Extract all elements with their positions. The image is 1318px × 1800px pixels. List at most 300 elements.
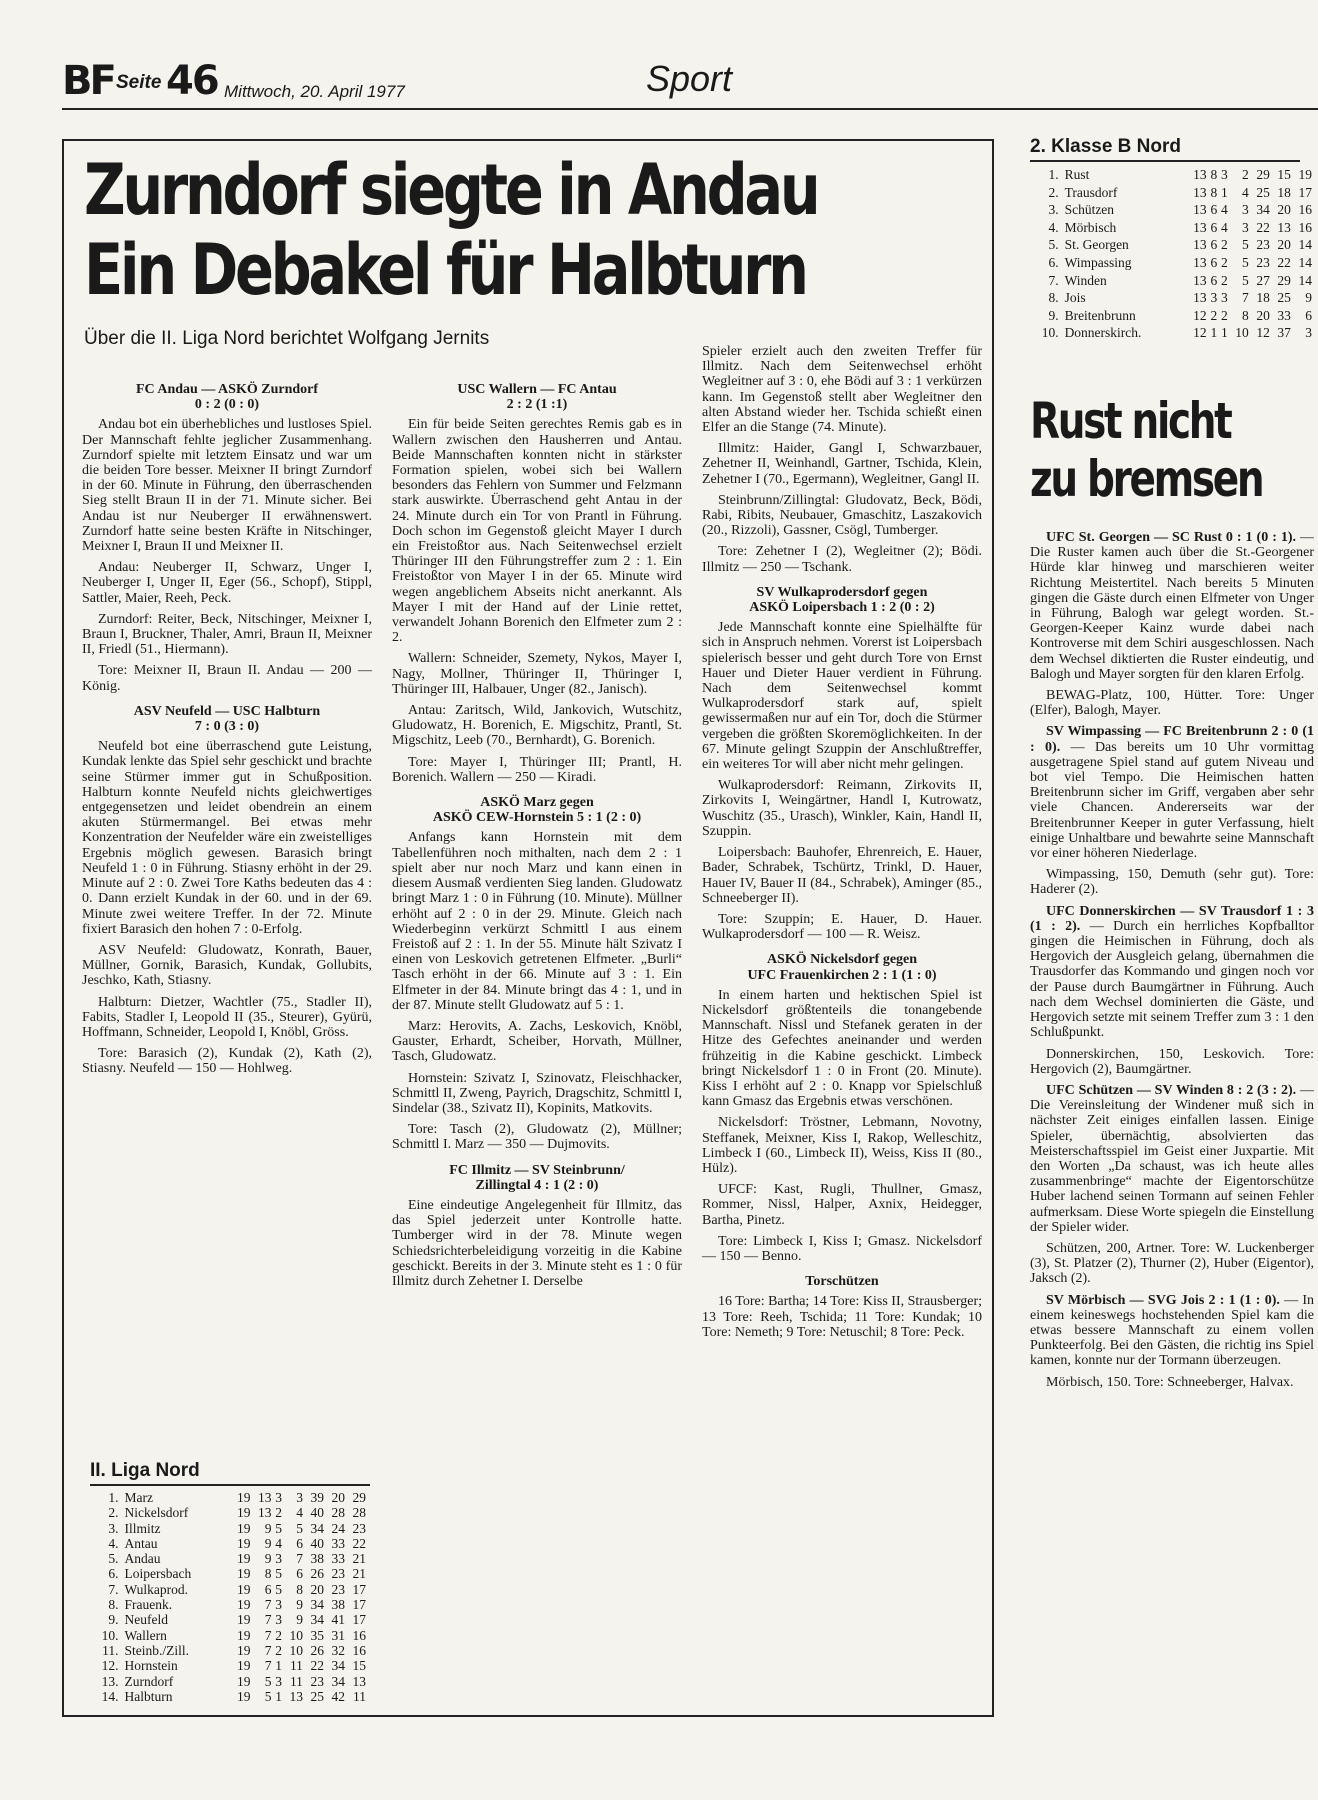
- table-cell: 34: [310, 1520, 324, 1536]
- table-cell: 16: [352, 1642, 366, 1658]
- table-row: [90, 1658, 366, 1673]
- match-title: USC Wallern — FC Antau 2 : 2 (1 :1): [457, 382, 617, 413]
- table-cell: 3: [1220, 290, 1228, 306]
- table-cell: 8: [1242, 307, 1249, 323]
- table-row: [1030, 289, 1312, 307]
- league-table-title: 2. Klasse B Nord: [1030, 136, 1300, 162]
- table-cell: 20: [310, 1581, 324, 1597]
- table-cell: 16: [1298, 202, 1312, 218]
- page-label: Seite: [116, 72, 162, 93]
- table-cell: 19: [1298, 167, 1312, 182]
- standings-table: [1030, 166, 1312, 342]
- table-cell: 17: [352, 1581, 366, 1597]
- match-report: Neufeld bot eine überraschend gute Leistung, Kundak lenkte das Spiel sehr geschickt und brachte seine Stürmer immer gut in Schußposition. Halbturn konnte Neufeld nichts gleichwertiges entgegensetzen und leidet obendrein an einem akuten Stürmermangel. Bei etwas mehr Konzentration der Neufelder wäre ein zweistelliges Ergebnis möglich gewesen. Barasich bringt Neufeld 1 : 0 in Führung. Stiasny erhöht in der 29. Minute auf 2 : 0. Zwei Tore Kaths bedeuten das 4 : 0. Dann erzielt Kundak in der 60. und in der 69. Minute zwei weitere Treffer. In der 72. Minute fixiert Barasich den hohen 7 : 0-Erfolg.: [82, 739, 372, 937]
- table-cell: 6.: [108, 1566, 119, 1582]
- table-cell: 3: [1305, 325, 1312, 341]
- table-cell: 3: [1210, 290, 1218, 306]
- table-cell: 5.: [108, 1551, 119, 1567]
- match-report: Ein für beide Seiten gerechtes Remis gab es in Wallern zwischen den Hausherren und Antau. Beide Mannschaften konnten nicht in stärkster Formation spielen, wobei sich bei Wallern besonders das Fehlern von Summer und Felzmann stark auswirkte. Überraschend geht Antau in der 24. Minute durch ein Tor von Prantl in Führung. Doch schon im Gegenstoß gleicht Mayer I durch ein Freistoßtor aus. Nach Seitenwechsel erzielt Thüringer III den Führungstreffer zum 2 : 1. Ein Freistoßtor von Mayer I in der 65. Minute wird wegen angeblichem Abseits nicht anerkannt. Als Mayer I mit der Hand auf der Linie rettet, verwandelt Johann Borenich den Elfmeter zum 2 : 2.: [392, 417, 682, 646]
- table-cell: 13: [1277, 219, 1291, 235]
- table-cell: 17: [352, 1597, 366, 1613]
- table-cell: 10.: [1041, 325, 1059, 341]
- table-cell: 1: [1220, 184, 1228, 200]
- table-cell: 23: [310, 1673, 324, 1689]
- table-cell: 4: [1242, 184, 1249, 200]
- table-cell: 21: [352, 1551, 366, 1567]
- team-name: Nickelsdorf: [124, 1505, 189, 1521]
- table-cell: 14: [1298, 272, 1312, 288]
- table-cell: 8: [264, 1566, 272, 1582]
- table-cell: 19: [236, 1673, 251, 1689]
- table-cell: 20: [331, 1490, 345, 1505]
- table-cell: 40: [310, 1535, 324, 1551]
- table-cell: 5: [264, 1673, 272, 1689]
- table-row: [1030, 324, 1312, 342]
- table-cell: 33: [1277, 307, 1291, 323]
- table-row: [90, 1566, 366, 1581]
- table-cell: 9: [264, 1551, 272, 1567]
- table-cell: 3: [275, 1490, 282, 1505]
- standings-table: [90, 1490, 366, 1704]
- table-cell: 3: [275, 1597, 282, 1613]
- table-cell: 23: [352, 1520, 366, 1536]
- table-cell: 19: [236, 1505, 251, 1521]
- table-cell: 13: [1193, 219, 1207, 235]
- team-name: Frauenk.: [124, 1597, 173, 1613]
- team-name: Halbturn: [124, 1688, 173, 1704]
- table-cell: 19: [236, 1551, 251, 1567]
- table-cell: 13: [257, 1490, 272, 1505]
- match-report: Eine eindeutige Angelegenheit für Illmitz, das das Spiel jederzeit unter Kontrolle hatte. Tumberger wird in der 78. Minute wegen Schiedsrichterbeleidigung vorzeitig in die Kabine geschickt. Bereits in der 3. Minute steht es 1 : 0 für Illmitz durch Zehetner I. Derselbe: [392, 1197, 682, 1289]
- table-cell: 2.: [1048, 184, 1059, 200]
- table-cell: 7: [264, 1612, 272, 1628]
- table-cell: 34: [1256, 202, 1270, 218]
- table-cell: 39: [310, 1490, 324, 1505]
- team-lineup: Marz: Herovits, A. Zachs, Leskovich, Knöbl, Gauster, Erhardt, Scheiber, Horvath, Müllner, Tasch, Gludowatz.: [392, 1018, 682, 1065]
- team-lineup: Hornstein: Szivatz I, Szinovatz, Fleischhacker, Schmittl II, Zweng, Payrich, Dragschitz, Schmittl I, Sindelar (38., Szivatz II), Kopinits, Matkovits.: [392, 1070, 682, 1116]
- team-lineup: Wallern: Schneider, Szemety, Nykos, Mayer I, Nagy, Mollner, Thüringer II, Thüringer I, Thüringer III, Halbauer, Unger (82., Janisch).: [392, 651, 682, 697]
- table-cell: 3: [1242, 219, 1249, 235]
- table-cell: 19: [236, 1566, 251, 1582]
- match-goals: Tore: Meixner II, Braun II. Andau — 200 — König.: [82, 663, 372, 694]
- table-cell: 1.: [1048, 167, 1059, 182]
- table-cell: 9.: [108, 1612, 119, 1628]
- table-cell: 5: [1242, 237, 1249, 253]
- table-cell: 16: [1298, 219, 1312, 235]
- table-cell: 23: [331, 1581, 345, 1597]
- team-lineup: UFCF: Kast, Rugli, Thullner, Gmasz, Rommer, Nissl, Halper, Axnix, Heidegger, Bartha, Pinetz.: [702, 1182, 982, 1228]
- team-name: Wulkaprod.: [124, 1581, 189, 1597]
- match-info: BEWAG-Platz, 100, Hütter. Tore: Unger (Elfer), Balogh, Mayer.: [1030, 688, 1314, 719]
- table-cell: 11.: [102, 1642, 119, 1658]
- table-cell: 8: [296, 1581, 303, 1597]
- table-cell: 12: [1193, 307, 1207, 323]
- match-report: Anfangs kann Hornstein mit dem Tabellenführen noch mithalten, nach dem 2 : 1 spielt aber nur noch Marz und kann einen in diesem Ausmaß verdienten Sieg landen. Gludowatz bringt Marz 1 : 0 in Führung (10. Minute). Müllner erhöht auf 2 : 0 in der 29. Minute. Gleich nach Wiederbeginn verkürzt Schmittl I aus einem Freistoß auf 2 : 1. In der 55. Minute hält Szivatz I einen von Leskovich getretenen Elfmeter. „Burli“ Tasch erhöht in der 66. Minute auf 3 : 1. Ein Elfmeter in der 84. Minute bringt das 4 : 1, und in der 87. Minute stellt Gludowatz auf 5 : 1.: [392, 830, 682, 1013]
- table-cell: 23: [1256, 237, 1270, 253]
- match-title: ASKÖ Marz gegen ASKÖ CEW-Hornstein 5 : 1 (2 : 0): [432, 795, 642, 826]
- table-cell: 10: [289, 1642, 303, 1658]
- scorers-list: 16 Tore: Bartha; 14 Tore: Kiss II, Strausberger; 13 Tore: Reeh, Tschida; 11 Tore: Kundak; 10 Tore: Nemeth; 9 Tore: Netuschil; 8 Tore: Peck.: [702, 1294, 982, 1340]
- table-cell: 8.: [1048, 290, 1059, 306]
- sidebar-column: [1030, 530, 1314, 1710]
- team-lineup: Andau: Neuberger II, Schwarz, Unger I, Neuberger I, Unger II, Eger (56., Schopf), Stippl, Sattler, Maier, Reeh, Peck.: [82, 560, 372, 606]
- match-report: Spieler erzielt auch den zweiten Treffer für Illmitz. Nach dem Seitenwechsel erhöht Wegleitner auf 3 : 0, ehe Bödi auf 3 : 1 verkürzen kann. Im Gegenstoß stellt aber Wegleitner den alten Abstand wieder her. Tschida schießt einen Elfer an die Stange (74. Minute).: [702, 344, 982, 436]
- match-goals: Tore: Limbeck I, Kiss I; Gmasz. Nickelsdorf — 150 — Benno.: [702, 1233, 982, 1264]
- team-name: Schützen: [1064, 202, 1115, 218]
- newspaper-logo: BF: [62, 58, 114, 104]
- table-cell: 19: [236, 1642, 251, 1658]
- team-name: Zurndorf: [124, 1673, 174, 1689]
- team-name: Winden: [1064, 272, 1107, 288]
- table-cell: 23: [1256, 254, 1270, 270]
- match-goals: Tore: Szuppin; E. Hauer, D. Hauer. Wulkaprodersdorf — 100 — R. Weisz.: [702, 911, 982, 943]
- table-cell: 20: [1277, 237, 1291, 253]
- table-cell: 26: [310, 1642, 324, 1658]
- table-row: [90, 1551, 366, 1566]
- table-cell: 2.: [108, 1505, 119, 1521]
- match-report: SV Wimpassing — FC Breitenbrunn 2 : 0 (1 : 0). — Das bereits um 10 Uhr vormittag ausgetragene Spiel stand auf gutem Niveau und bot viel Tempo. Die Heimischen hatten Breitenbrunn sicher im Griff, vergaben aber sehr viele Chancen. Andererseits war der Breitenbrunner Keeper in guter Verfassung, hielt einige Unhaltbare und bewahrte seine Mannschaft vor einer höheren Niederlage.: [1030, 724, 1314, 862]
- table-cell: 18: [1256, 290, 1270, 306]
- league-table-title: II. Liga Nord: [90, 1460, 370, 1486]
- team-name: Neufeld: [124, 1612, 168, 1628]
- table-cell: 6: [1210, 219, 1218, 235]
- table-cell: 22: [352, 1535, 366, 1551]
- table-cell: 13.: [101, 1673, 119, 1689]
- team-lineup: Antau: Zaritsch, Wild, Jankovich, Wutschitz, Gludowatz, H. Borenich, E. Migschitz, Prantl, St. Migschitz, Leeb (70., Bernhardt), G. Borenich.: [392, 703, 682, 749]
- table-cell: 6: [1210, 272, 1218, 288]
- table-cell: 6.: [1048, 254, 1059, 270]
- table-cell: 37: [1277, 325, 1291, 341]
- article-column-3: [702, 344, 982, 1346]
- table-cell: 7: [264, 1627, 272, 1643]
- match-title: SV Wulkaprodersdorf gegen ASKÖ Loipersbach 1 : 2 (0 : 2): [749, 584, 935, 616]
- table-cell: 5: [264, 1688, 272, 1704]
- table-cell: 19: [236, 1490, 251, 1505]
- table-cell: 1: [1210, 325, 1218, 341]
- table-cell: 7: [264, 1658, 272, 1674]
- table-cell: 33: [331, 1551, 345, 1567]
- team-name: Wallern: [124, 1627, 167, 1643]
- table-cell: 11: [289, 1673, 303, 1689]
- match-goals: Tore: Mayer I, Thüringer III; Prantl, H. Borenich. Wallern — 250 — Kiradi.: [392, 754, 682, 785]
- match-info: Schützen, 200, Artner. Tore: W. Luckenberger (3), St. Platzer (2), Thurner (2), Huber (Eigentor), Jaksch (2).: [1030, 1240, 1314, 1287]
- table-cell: 26: [310, 1566, 324, 1582]
- team-name: Andau: [124, 1551, 161, 1567]
- headline-line-2: Ein Debakel für Halbturn: [84, 229, 806, 311]
- table-cell: 29: [1277, 272, 1291, 288]
- table-cell: 3.: [1048, 202, 1059, 218]
- league-table-klasse-b-nord: [1030, 136, 1318, 342]
- table-cell: 7: [296, 1551, 303, 1567]
- match-title: FC Andau — ASKÖ Zurndorf 0 : 2 (0 : 0): [135, 382, 319, 413]
- table-row: [90, 1521, 366, 1536]
- table-cell: 17: [352, 1612, 366, 1628]
- table-cell: 19: [236, 1520, 251, 1536]
- table-cell: 2: [275, 1642, 282, 1658]
- table-cell: 33: [331, 1535, 345, 1551]
- table-cell: 8.: [108, 1597, 119, 1613]
- team-name: St. Georgen: [1064, 237, 1129, 253]
- table-cell: 14: [1298, 254, 1312, 270]
- table-cell: 19: [236, 1612, 251, 1628]
- league-table-ii-liga-nord: [90, 1460, 370, 1704]
- table-cell: 19: [236, 1535, 251, 1551]
- table-cell: 10: [289, 1627, 303, 1643]
- table-cell: 6: [296, 1535, 303, 1551]
- match-title: FC Illmitz — SV Steinbrunn/ Zillingtal 4 : 1 (2 : 0): [449, 1162, 625, 1193]
- table-cell: 2: [1220, 272, 1228, 288]
- table-cell: 1: [275, 1658, 282, 1674]
- article-column-1: [82, 372, 372, 1083]
- table-cell: 14: [1298, 237, 1312, 253]
- table-cell: 13: [1193, 254, 1207, 270]
- table-row: [90, 1628, 366, 1643]
- table-cell: 6: [1210, 254, 1218, 270]
- table-row: [1030, 254, 1312, 272]
- table-cell: 35: [310, 1627, 324, 1643]
- team-name: Rust: [1064, 167, 1090, 182]
- table-cell: 3: [275, 1612, 282, 1628]
- table-cell: 2: [1220, 254, 1228, 270]
- table-cell: 1.: [108, 1490, 119, 1505]
- team-name: Loipersbach: [124, 1566, 192, 1582]
- table-cell: 25: [310, 1688, 324, 1704]
- team-name: Jois: [1064, 290, 1086, 306]
- section-title: Sport: [646, 58, 733, 99]
- table-cell: 11: [289, 1658, 303, 1674]
- table-cell: 13: [352, 1673, 366, 1689]
- match-report: UFC Donnerskirchen — SV Trausdorf 1 : 3 (1 : 2). — Durch ein herrliches Kopfballtor gingen die Heimischen in Führung, doch als Hergovich der Ausgleich gelang, übernahmen die Trausdorfer das Kommando und gingen noch vor der Pause durch Baumgärtner in Führung. Auch nach dem Wechsel dominierten die Gäste, und Hergovich setzte mit seinem Treffer zum 3 : 1 den Schlußpunkt.: [1030, 903, 1314, 1041]
- team-name: Trausdorf: [1064, 184, 1118, 200]
- team-lineup: Halbturn: Dietzer, Wachtler (75., Stadler II), Fabits, Stadler I, Leopold II (35., Steurer), Gyürü, Hoffmann, Schneider, Leopold I, Knöbl, Gröss.: [82, 994, 372, 1040]
- team-name: Wimpassing: [1064, 254, 1132, 270]
- table-cell: 11: [353, 1688, 366, 1704]
- match-info: Wimpassing, 150, Demuth (sehr gut). Tore: Haderer (2).: [1030, 867, 1314, 898]
- table-row: [1030, 166, 1312, 184]
- table-cell: 41: [331, 1612, 345, 1628]
- table-cell: 19: [236, 1581, 251, 1597]
- match-report: UFC Schützen — SV Winden 8 : 2 (3 : 2). — Die Vereinsleitung der Windener muß sich in nächster Zeit einiges einfallen lassen. Einige Spieler, übernächtig, absolvierten das Meisterschaftsspiel im Geist einer Juxpartie. Mit den Worten „Da schaust, was ich heute alles zusammenbringe“ machte der Eigentorschütze Huber lachend seinen Tormann auf seinen Fehler aufmerksam. Diese Worte spiegeln die Einstellung der Spieler wider.: [1030, 1082, 1314, 1235]
- table-cell: 38: [310, 1551, 324, 1567]
- table-cell: 34: [310, 1597, 324, 1613]
- table-cell: 23: [331, 1566, 345, 1582]
- table-row: [90, 1674, 366, 1689]
- team-name: Illmitz: [124, 1520, 161, 1536]
- table-cell: 20: [1256, 307, 1270, 323]
- match-report: In einem harten und hektischen Spiel ist Nickelsdorf größtenteils die tonangebende Mannschaft. Nissl und Stefanek geraten in der Hitze des Gefechtes aneinander und werden frühzeitig in die Kabine geschickt. Limbeck bringt Nickelsdorf 1 : 0 in Front (20. Minute). Kiss I erhöht auf 2 : 0. Knapp vor Spielschluß kann Gmasz das Ergebnis etwas verschönen.: [702, 987, 982, 1110]
- match-report: SV Mörbisch — SVG Jois 2 : 1 (1 : 0). — In einem keineswegs hochstehenden Spiel kam die etwas bessere Mannschaft zu einem vollen Punkteerfolg. Bei den Gästen, die richtig ins Spiel kamen, konnte nur der Tormann überzeugen.: [1030, 1292, 1314, 1369]
- table-cell: 9: [264, 1520, 272, 1536]
- table-cell: 13: [1193, 237, 1207, 253]
- table-cell: 3: [1220, 167, 1228, 182]
- table-cell: 7: [264, 1642, 272, 1658]
- table-cell: 6: [264, 1581, 272, 1597]
- match-report: Andau bot ein überhebliches und lustloses Spiel. Der Mannschaft fehlte jeglicher Zusammenhang. Zurndorf spielte mit letztem Einsatz und war um die beiden Tore besser. Meixner II bringt Zurndorf in der 60. Minute in Führung, den überraschenden Sieg stellt Braun II in der 71. Minute sicher. Bei Andau ist nur Neuberger II erwähnenswert. Zurndorf hatte seine besten Kräfte in Nitschinger, Meixner I, Braun II und Meixner II.: [82, 417, 372, 555]
- table-cell: 2: [1220, 237, 1228, 253]
- issue-date: Mittwoch, 20. April 1977: [224, 82, 405, 101]
- scorers-title: Torschützen: [805, 1274, 879, 1290]
- table-cell: 5: [1242, 254, 1249, 270]
- table-cell: 7.: [1048, 272, 1059, 288]
- table-cell: 4: [275, 1535, 282, 1551]
- table-cell: 8: [1210, 167, 1218, 182]
- table-row: [1030, 201, 1312, 219]
- table-cell: 5: [275, 1566, 282, 1582]
- page-number: 46: [166, 58, 218, 104]
- table-cell: 2: [1220, 307, 1228, 323]
- table-cell: 9.: [1048, 307, 1059, 323]
- table-cell: 42: [331, 1688, 345, 1704]
- table-row: [90, 1689, 366, 1704]
- table-cell: 3: [1242, 202, 1249, 218]
- match-info: Donnerskirchen, 150, Leskovich. Tore: Hergovich (2), Baumgärtner.: [1030, 1046, 1314, 1077]
- article-byline: Über die II. Liga Nord berichtet Wolfgang Jernits: [84, 328, 490, 349]
- table-cell: 9: [1305, 290, 1312, 306]
- table-cell: 18: [1277, 184, 1291, 200]
- table-cell: 27: [1256, 272, 1270, 288]
- table-cell: 9: [296, 1597, 303, 1613]
- table-cell: 7: [264, 1597, 272, 1613]
- sidebar-headline: [1030, 392, 1318, 508]
- table-cell: 12.: [101, 1658, 119, 1674]
- table-cell: 34: [310, 1612, 324, 1628]
- match-goals: Tore: Tasch (2), Gludowatz (2), Müllner; Schmittl I. Marz — 350 — Dujmovits.: [392, 1122, 682, 1153]
- table-cell: 25: [1277, 290, 1291, 306]
- match-title: ASV Neufeld — USC Halbturn 7 : 0 (3 : 0): [133, 703, 321, 735]
- table-cell: 13: [1193, 290, 1207, 306]
- table-cell: 6: [296, 1566, 303, 1582]
- table-cell: 4.: [1048, 219, 1059, 235]
- match-report: Jede Mannschaft konnte eine Spielhälfte für sich in Anspruch nehmen. Vorerst ist Loipersbach spielerisch besser und geht durch Tore von Ernst Hauer und Dieter Hauer verdient in Führung. Nach dem Seitenwechsel kommt Wulkaprodersdorf stark auf, spielt gewissermaßen nur auf ein Tor, doch die Stürmer vergeben die größten Skoremöglichkeiten. In der 67. Minute gelingt Szuppin der Anschlußtreffer, ein weiteres Tor will aber nicht mehr gelingen.: [702, 620, 982, 773]
- table-cell: 29: [352, 1490, 366, 1505]
- table-cell: 8: [1210, 184, 1218, 200]
- team-lineup: Steinbrunn/Zillingtal: Gludovatz, Beck, Bödi, Rabi, Ribits, Neubauer, Gmaschitz, Laszakovich (20., Rizzoli), Gassner, Csögl, Tumberger.: [702, 492, 982, 539]
- table-cell: 13: [1193, 272, 1207, 288]
- table-cell: 2: [1242, 167, 1249, 182]
- table-cell: 22: [1256, 219, 1270, 235]
- team-lineup: Nickelsdorf: Tröstner, Lebmann, Novotny, Steffanek, Meixner, Kiss I, Rakop, Welleschitz, Limbeck I (60., Limbeck II), Weiss, Kiss II (80., Hülz).: [702, 1115, 982, 1176]
- table-cell: 16: [352, 1627, 366, 1643]
- team-name: Antau: [124, 1535, 158, 1551]
- table-cell: 3: [296, 1490, 303, 1505]
- table-cell: 17: [1298, 184, 1312, 200]
- table-cell: 34: [331, 1673, 345, 1689]
- table-cell: 19: [236, 1688, 251, 1704]
- match-info: Mörbisch, 150. Tore: Schneeberger, Halvax.: [1046, 1374, 1294, 1390]
- table-cell: 3: [275, 1551, 282, 1567]
- team-name: Marz: [124, 1490, 153, 1505]
- table-cell: 3.: [108, 1520, 119, 1536]
- article-headline: [84, 150, 822, 310]
- table-row: [1030, 236, 1312, 254]
- table-cell: 31: [331, 1627, 345, 1643]
- table-cell: 7: [1242, 290, 1249, 306]
- team-lineup: Loipersbach: Bauhofer, Ehrenreich, E. Hauer, Bader, Schrabek, Tschürtz, Trinkl, D. Hauer, Hauer IV, Bauer II (84., Schrabek), Aminger (85., Schneeberger II).: [702, 845, 982, 906]
- table-cell: 14.: [101, 1688, 119, 1704]
- table-cell: 9: [296, 1612, 303, 1628]
- team-name: Breitenbrunn: [1064, 307, 1136, 323]
- table-cell: 20: [1277, 202, 1291, 218]
- table-cell: 15: [352, 1658, 366, 1674]
- table-cell: 28: [331, 1505, 345, 1521]
- table-row: [1030, 272, 1312, 290]
- masthead-rule: [62, 108, 1318, 110]
- table-cell: 10: [1235, 325, 1249, 341]
- table-cell: 34: [331, 1658, 345, 1674]
- table-cell: 22: [310, 1658, 324, 1674]
- table-cell: 22: [1277, 254, 1291, 270]
- table-cell: 6: [1210, 237, 1218, 253]
- team-name: Hornstein: [124, 1658, 178, 1674]
- table-row: [90, 1597, 366, 1612]
- table-cell: 15: [1277, 167, 1291, 182]
- table-cell: 2: [1210, 307, 1218, 323]
- table-cell: 13: [257, 1505, 272, 1521]
- table-cell: 4: [296, 1505, 303, 1521]
- table-cell: 5: [275, 1520, 282, 1536]
- team-lineup: Illmitz: Haider, Gangl I, Schwarzbauer, Zehetner II, Weinhandl, Gartner, Tschida, Klein, Zehetner I (70., Egermann), Wegleitner, Gangl II.: [702, 441, 982, 487]
- table-cell: 28: [352, 1505, 366, 1521]
- match-title: ASKÖ Nickelsdorf gegen UFC Frauenkirchen 2 : 1 (1 : 0): [747, 952, 937, 983]
- table-cell: 7.: [108, 1581, 119, 1597]
- table-cell: 21: [352, 1566, 366, 1582]
- match-report: UFC St. Georgen — SC Rust 0 : 1 (0 : 1). — Die Ruster kamen auch über die St.-Georgener Hürde klar hinweg und marschieren weiter Richtung Meistertitel. Nach bereits 5 Minuten gingen die Gäste durch einen Elfmeter von Unger in Führung, Balogh war gelegt worden. St.-Georgen-Keeper Kainz wurde dabei nach Kontroverse mit dem Schiri ausgeschlossen. Nach dem Wechsel diktierten die Ruster eindeutig, und Balogh und Mayer sorgten für den klaren Erfolg.: [1030, 530, 1314, 682]
- table-cell: 19: [236, 1627, 251, 1643]
- table-row: [90, 1505, 366, 1520]
- table-cell: 5: [1242, 272, 1249, 288]
- table-row: [90, 1536, 366, 1551]
- team-name: Donnerskirch.: [1064, 325, 1142, 341]
- table-cell: 12: [1256, 325, 1270, 341]
- table-row: [90, 1643, 366, 1658]
- table-row: [90, 1612, 366, 1627]
- table-row: [90, 1582, 366, 1597]
- team-lineup: ASV Neufeld: Gludowatz, Konrath, Bauer, Müllner, Gornik, Barasich, Kundak, Gollubits, Jeschko, Kath, Stiasny.: [82, 942, 372, 989]
- table-cell: 40: [310, 1505, 324, 1521]
- table-cell: 12: [1193, 325, 1207, 341]
- table-cell: 5.: [1048, 237, 1059, 253]
- table-cell: 24: [331, 1520, 345, 1536]
- sidebar-headline-line-1: Rust nicht: [1030, 392, 1231, 450]
- table-cell: 6: [1210, 202, 1218, 218]
- table-cell: 10.: [101, 1627, 119, 1643]
- match-goals: Tore: Barasich (2), Kundak (2), Kath (2), Stiasny. Neufeld — 150 — Hohlweg.: [82, 1046, 372, 1077]
- table-cell: 4: [1220, 202, 1228, 218]
- table-cell: 4.: [108, 1535, 119, 1551]
- table-row: [1030, 307, 1312, 325]
- table-cell: 13: [1193, 202, 1207, 218]
- table-cell: 9: [264, 1535, 272, 1551]
- article-column-2: [392, 372, 682, 1295]
- headline-line-1: Zurndorf siegte in Andau: [84, 149, 818, 231]
- table-cell: 25: [1256, 184, 1270, 200]
- table-cell: 19: [236, 1658, 251, 1674]
- table-cell: 3: [275, 1673, 282, 1689]
- table-cell: 32: [331, 1642, 345, 1658]
- masthead: [62, 58, 1282, 108]
- sidebar-headline-line-2: zu bremsen: [1030, 450, 1263, 508]
- table-cell: 38: [331, 1597, 345, 1613]
- table-cell: 5: [275, 1581, 282, 1597]
- table-cell: 13: [1193, 167, 1207, 182]
- table-row: [1030, 219, 1312, 237]
- table-cell: 5: [296, 1520, 303, 1536]
- table-cell: 4: [1220, 219, 1228, 235]
- table-cell: 6: [1305, 307, 1312, 323]
- table-cell: 2: [275, 1505, 282, 1521]
- table-cell: 1: [275, 1688, 282, 1704]
- team-lineup: Zurndorf: Reiter, Beck, Nitschinger, Meixner I, Braun I, Bruckner, Thaler, Amri, Braun II, Meixner II, Friedl (51., Hiermann).: [82, 611, 372, 658]
